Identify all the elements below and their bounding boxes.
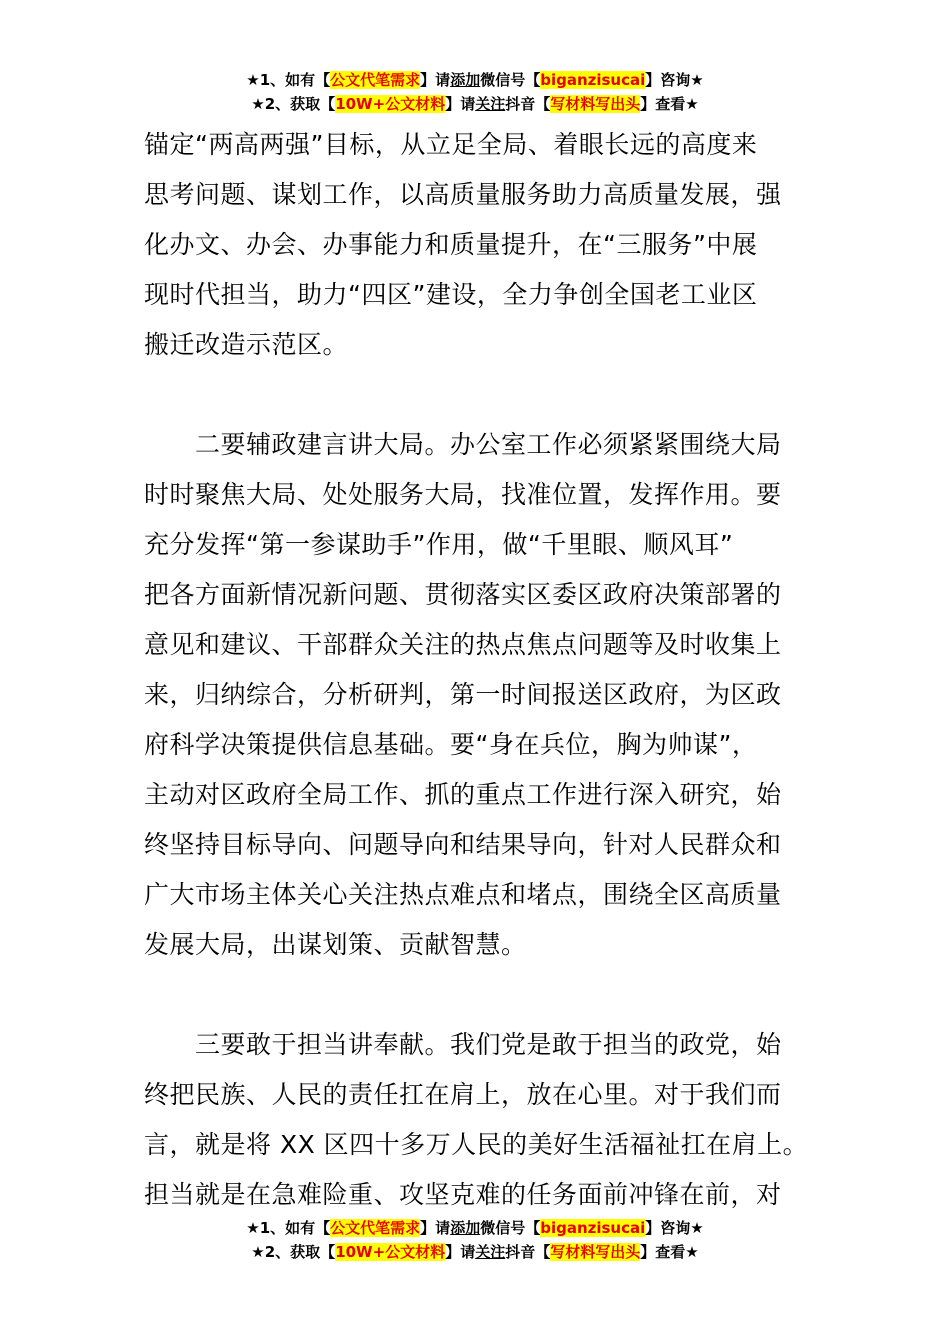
highlight-text: 公文代笔需求 [330, 1219, 421, 1237]
banner-text: 抖音【 [505, 1243, 551, 1261]
text-line: 意见和建议、干部群众关注的热点焦点问题等及时收集上 [144, 630, 782, 659]
footer-banner [0, 1216, 950, 1264]
text-line: 把各方面新情况新问题、贯彻落实区委区政府决策部署的 [144, 580, 782, 609]
banner-line-2 [0, 92, 950, 116]
document-body [144, 120, 808, 1220]
text-line: 来，归纳综合，分析研判，第一时间报送区政府，为区政 [144, 680, 782, 709]
text-line: 府科学决策提供信息基础。要“身在兵位，胸为帅谋”， [144, 730, 758, 759]
text-line: 终把民族、人民的责任扛在肩上，放在心里。对于我们而 [144, 1080, 782, 1109]
paragraph-spacer [144, 370, 808, 420]
highlight-text: 10W+公文材料 [335, 1243, 446, 1261]
highlight-text: 10W+公文材料 [335, 95, 446, 113]
banner-line-2 [0, 1240, 950, 1264]
banner-text: 微信号【 [480, 1219, 541, 1237]
text-line: 三要敢于担当讲奉献。我们党是敢于担当的政党，始 [144, 1030, 782, 1059]
paragraph-3 [144, 1020, 808, 1220]
banner-text: 】请 [445, 95, 476, 113]
banner-text: 】查看★ [640, 1243, 699, 1261]
underlined-text: 关注 [475, 1243, 506, 1261]
banner-text: 】请 [420, 1219, 451, 1237]
text-line: 二要辅政建言讲大局。办公室工作必须紧紧围绕大局 [144, 430, 782, 459]
banner-text: ★2、获取【 [251, 1243, 336, 1261]
text-line: 搬迁改造示范区。 [144, 330, 349, 359]
highlight-text: 写材料写出头 [550, 95, 641, 113]
text-line: 现时代担当，助力“四区”建设，全力争创全国老工业区 [144, 280, 758, 309]
underlined-text: 添加 [450, 71, 481, 89]
text-line: 化办文、办会、办事能力和质量提升，在“三服务”中展 [144, 230, 758, 259]
highlight-text: biganzisucai [540, 1219, 646, 1237]
underlined-text: 关注 [475, 95, 506, 113]
paragraph-spacer [144, 970, 808, 1020]
text-line: 时时聚焦大局、处处服务大局，找准位置，发挥作用。要 [144, 480, 782, 509]
highlight-text: 公文代笔需求 [330, 71, 421, 89]
banner-text: 微信号【 [480, 71, 541, 89]
banner-text: 】请 [445, 1243, 476, 1261]
banner-text: 】查看★ [640, 95, 699, 113]
highlight-text: 写材料写出头 [550, 1243, 641, 1261]
text-line: 终坚持目标导向、问题导向和结果导向，针对人民群众和 [144, 830, 782, 859]
text-line: 锚定“两高两强”目标，从立足全局、着眼长远的高度来 [144, 130, 758, 159]
text-line: 广大市场主体关心关注热点难点和堵点，围绕全区高质量 [144, 880, 782, 909]
banner-text: ★2、获取【 [251, 95, 336, 113]
banner-text: 】咨询★ [645, 1219, 704, 1237]
banner-line-1 [0, 68, 950, 92]
banner-text: 抖音【 [505, 95, 551, 113]
text-line: 充分发挥“第一参谋助手”作用，做“千里眼、顺风耳” [144, 530, 734, 559]
banner-text: ★1、如有【 [246, 1219, 331, 1237]
banner-text: 】咨询★ [645, 71, 704, 89]
banner-text: 】请 [420, 71, 451, 89]
banner-text: ★1、如有【 [246, 71, 331, 89]
text-line: 言，就是将 XX 区四十多万人民的美好生活福祉扛在肩上。 [144, 1130, 808, 1159]
paragraph-1 [144, 120, 808, 370]
header-banner [0, 68, 950, 116]
text-line: 主动对区政府全局工作、抓的重点工作进行深入研究，始 [144, 780, 782, 809]
paragraph-2 [144, 420, 808, 970]
text-line: 思考问题、谋划工作，以高质量服务助力高质量发展，强 [144, 180, 782, 209]
text-line: 发展大局，出谋划策、贡献智慧。 [144, 930, 527, 959]
text-line: 担当就是在急难险重、攻坚克难的任务面前冲锋在前，对 [144, 1180, 782, 1209]
underlined-text: 添加 [450, 1219, 481, 1237]
banner-line-1 [0, 1216, 950, 1240]
highlight-text: biganzisucai [540, 71, 646, 89]
